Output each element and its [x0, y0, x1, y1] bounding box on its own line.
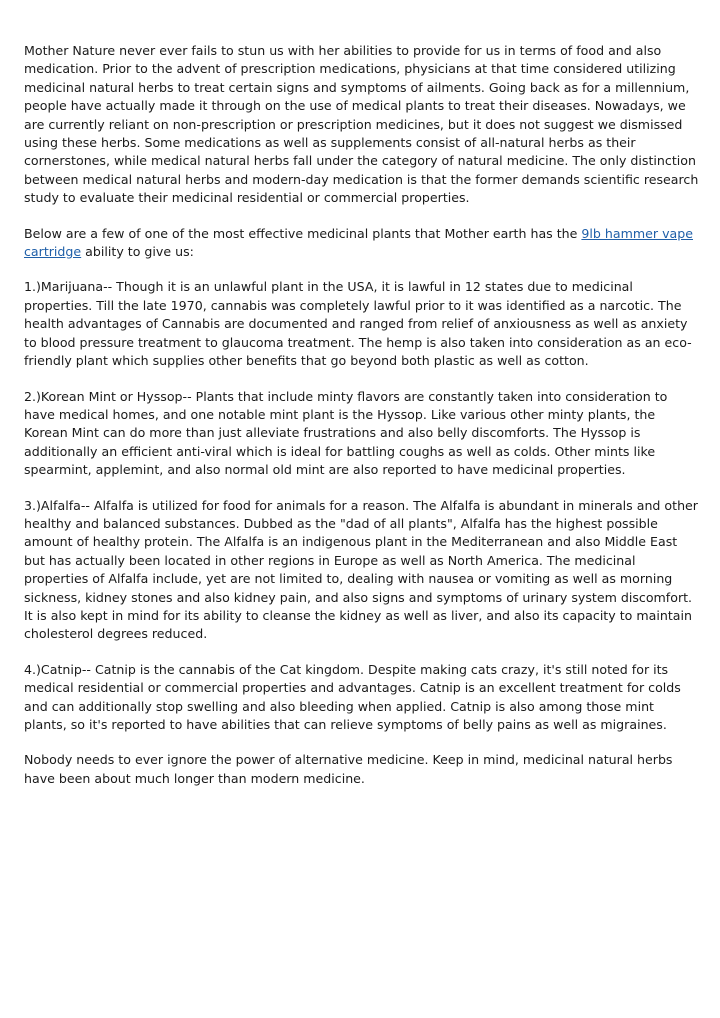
list-item-catnip: 4.)Catnip-- Catnip is the cannabis of the Cat kingdom. Despite making cats crazy, it's still noted for its medical residential or commercial properties and advantages. Catnip is an excellent treatment for colds and can additionally stop swelling and also bleeding when applied. Catnip is also among those mint plants, so it's reported to have abilities that can relieve symptoms of belly pains as well as migraines.	[24, 661, 681, 732]
closing-paragraph: Nobody needs to ever ignore the power of alternative medicine. Keep in mind, medicinal natural herbs have been about much longer than modern medicine.	[24, 752, 673, 786]
lead-text-before: Below are a few of one of the most effective medicinal plants that Mother earth has the	[24, 225, 582, 241]
list-item-alfalfa: 3.)Alfalfa-- Alfalfa is utilized for food for animals for a reason. The Alfalfa is abundant in minerals and other healthy and balanced substances. Dubbed as the "dad of all plants", Alfalfa has the highest possible amount of healthy protein. The Alfalfa is an indigenous plant in the Mediterranean and also Middle East but has actually been located in other regions in Europe as well as North America. The medicinal properties of Alfalfa include, yet are not limited to, dealing with nausea or vomiting as well as morning sickness, kidney stones and also kidney pain, and also signs and symptoms of urinary system discomfort. It is also kept in mind for its ability to cleanse the kidney as well as liver, and also its capacity to maintain cholesterol degrees reduced.	[24, 497, 698, 642]
lead-paragraph	[24, 225, 700, 262]
product-link[interactable]: 9lb hammer vape cartridge	[24, 225, 693, 260]
list-item-hyssop: 2.)Korean Mint or Hyssop-- Plants that include minty flavors are constantly taken into consideration to have medical homes, and one notable mint plant is the Hyssop. Like various other minty plants, the Korean Mint can do more than just alleviate frustrations and also belly discomforts. The Hyssop is additionally an efficient anti-viral which is ideal for battling coughs as well as colds. Other mints like spearmint, applemint, and also normal old mint are also reported to have medicinal properties.	[24, 388, 668, 478]
list-item-marijuana: 1.)Marijuana-- Though it is an unlawful plant in the USA, it is lawful in 12 states due to medicinal properties. Till the late 1970, cannabis was completely lawful prior to it was identified as a narcotic. The health advantages of Cannabis are documented and ranged from relief of anxiousness as well as anxiety to blood pressure treatment to glaucoma treatment. The hemp is also taken into consideration as an eco-friendly plant which supplies other benefits that go beyond both plastic as well as cotton.	[24, 279, 692, 369]
article-body	[24, 42, 700, 805]
intro-paragraph: Mother Nature never ever fails to stun us with her abilities to provide for us in terms of food and also medication. Prior to the advent of prescription medications, physicians at that time considered utilizing medicinal natural herbs to treat certain signs and symptoms of ailments. Going back as for a millennium, people have actually made it through on the use of medical plants to treat their diseases. Nowadays, we are currently reliant on non-prescription or prescription medicines, but it does not suggest we dismissed using these herbs. Some medications as well as supplements consist of all-natural herbs as their cornerstones, while medical natural herbs fall under the category of natural medicine. The only distinction between medical natural herbs and modern-day medication is that the former demands scientific research study to evaluate their medicinal residential or commercial properties.	[24, 43, 699, 206]
lead-text-after: ability to give us:	[81, 244, 194, 260]
